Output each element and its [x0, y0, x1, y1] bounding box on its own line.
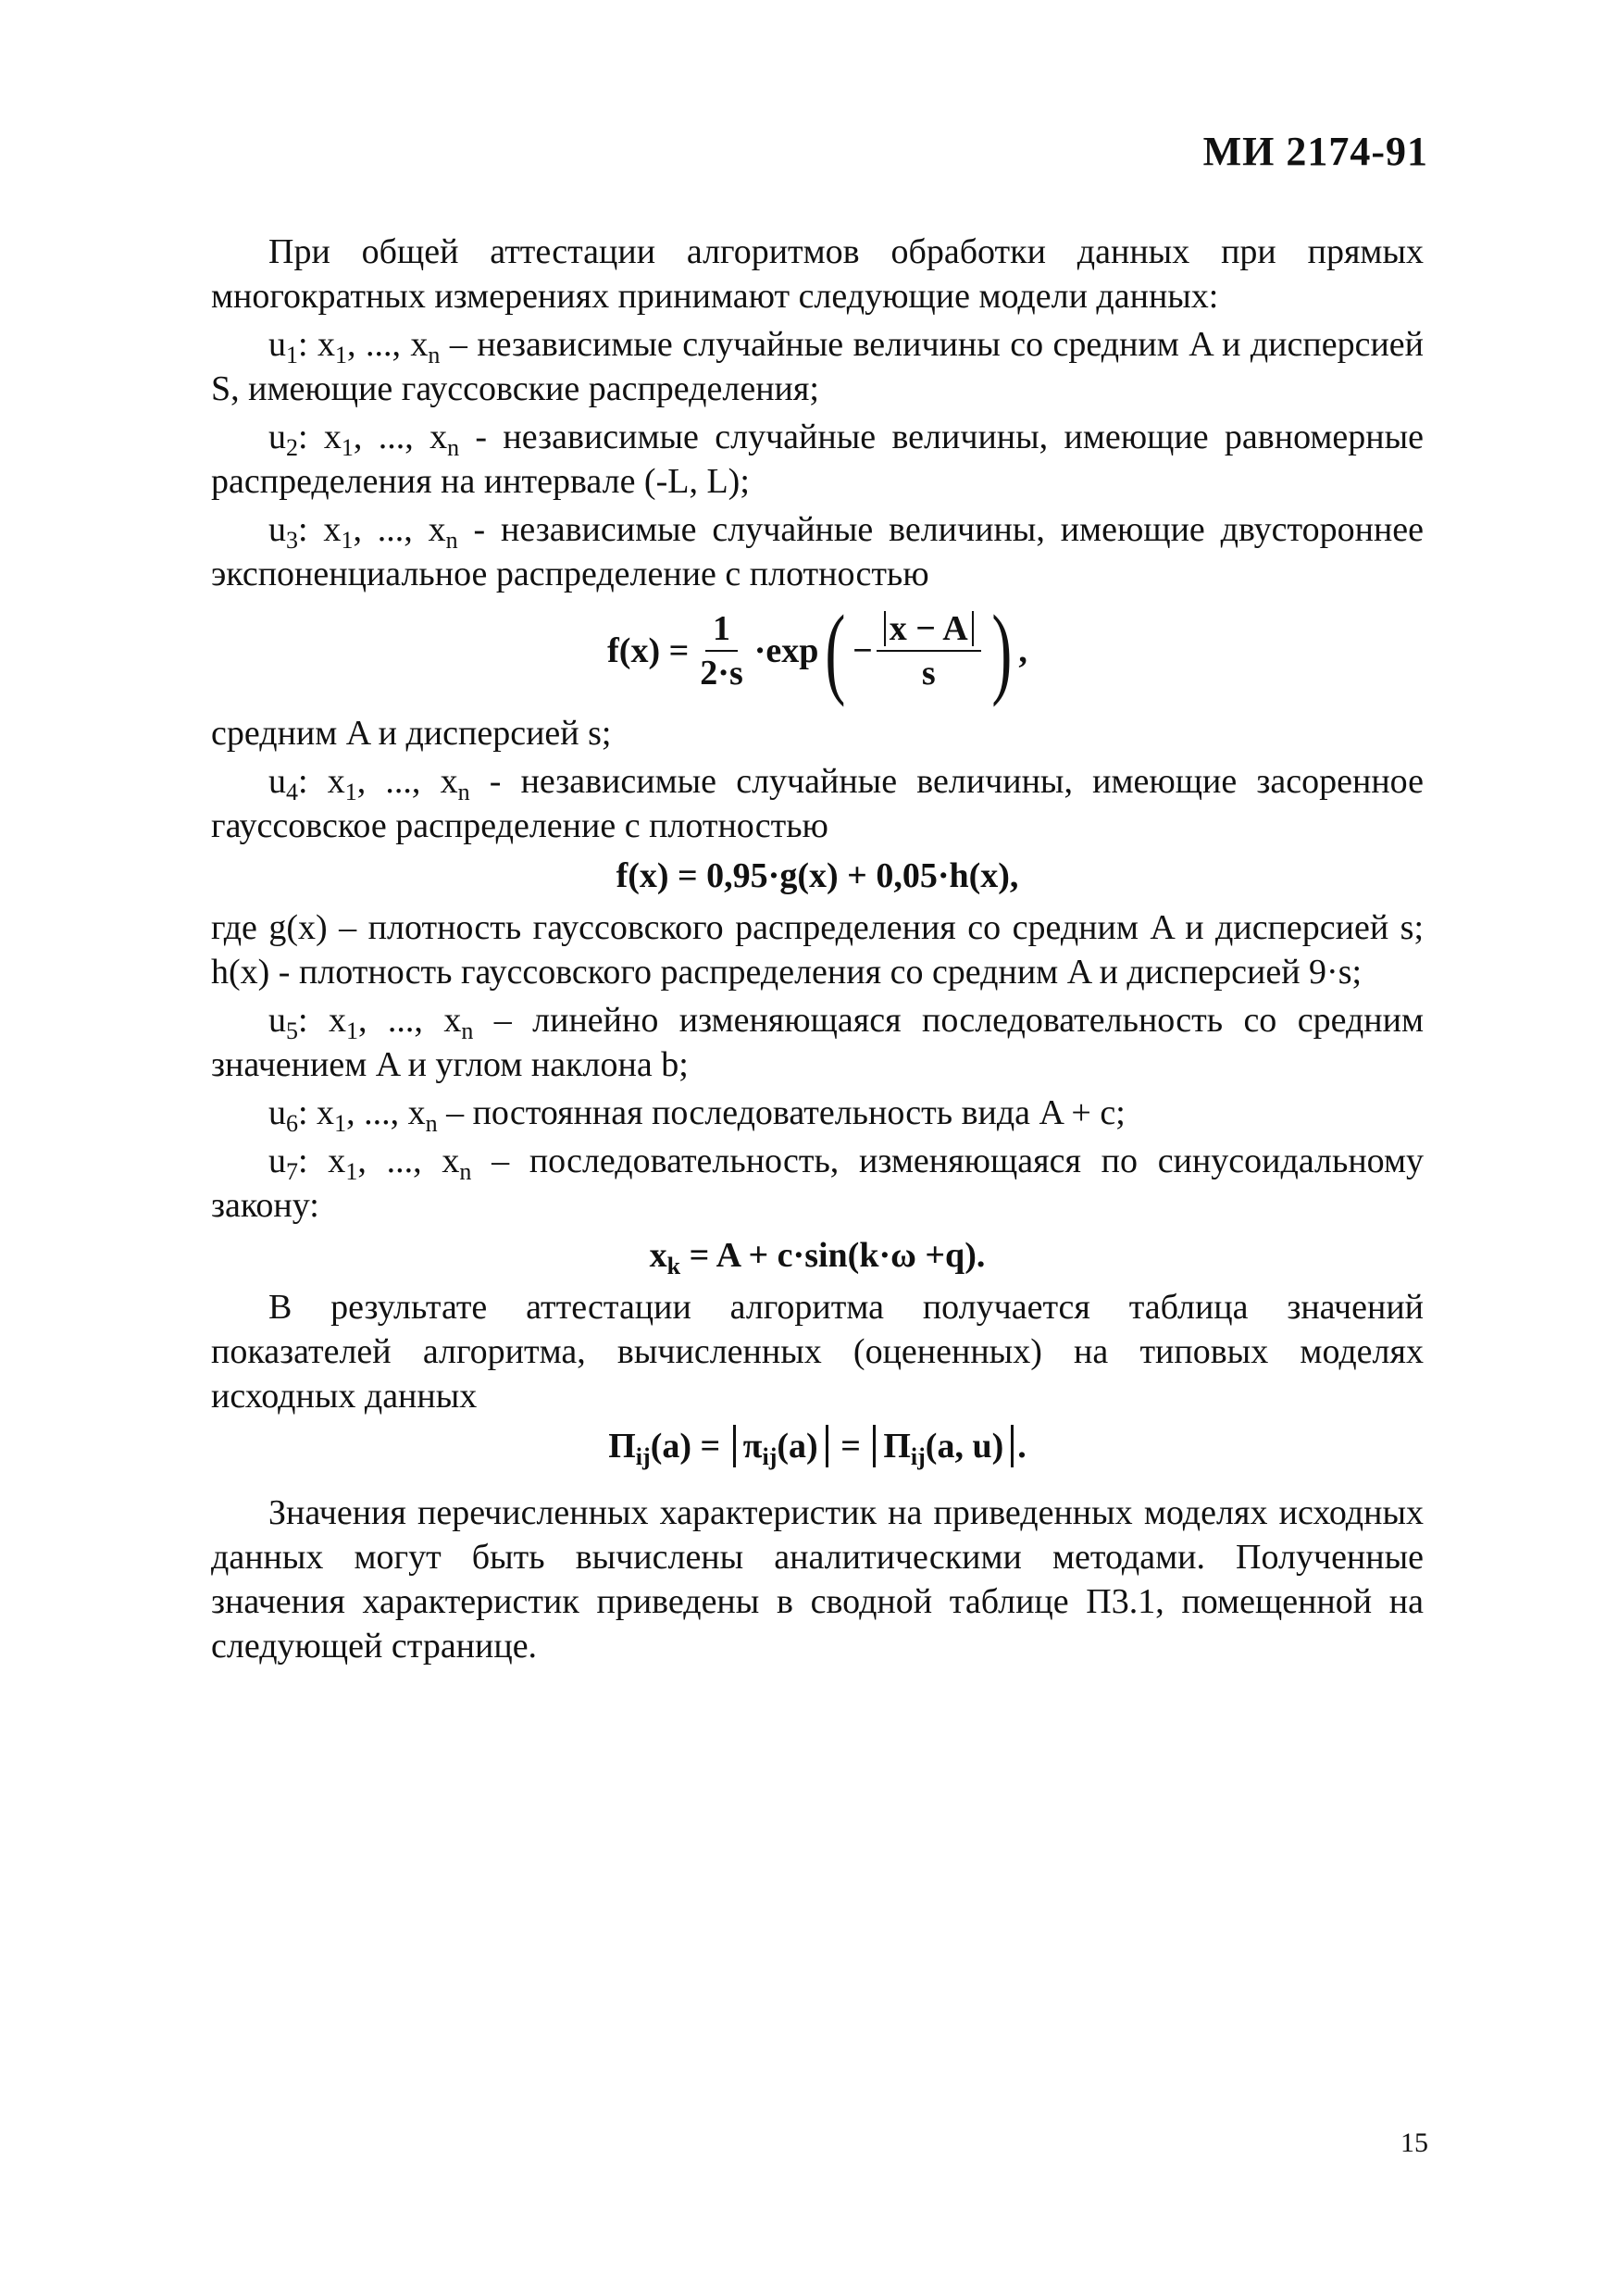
model-u4-where: где g(x) – плотность гауссовского распределения со средним A и дисперсией s; h(x) - плотность гауссовского распределения со средним A и дисперсией 9·s; [211, 908, 1424, 992]
result-paragraph: В результате аттестации алгоритма получается таблица значений показателей алгоритма, вычисленных (оцененных) на типовых моделях исходных данных [211, 1288, 1424, 1416]
sinusoidal-formula: $x_k = A + c\cdot\sin(k\cdot\omega +q)$. [649, 1236, 986, 1279]
density-formula: f(x) = $\frac{1}{2\cdot s}$ ·exp ( − $\frac{x - A}{s}$ ) , [607, 594, 1027, 707]
model-u6: $u_6$: $x_1$, ..., $x_n$ – постоянная последовательность вида A + c; [268, 1093, 1126, 1137]
model-u7: $u_7$: $x_1$, ..., $x_n$ – последовательность, изменяющаяся по синусоидальному закону: [211, 1142, 1424, 1225]
page-number: 15 [1400, 2128, 1428, 2158]
model-u2: $u_2$: $x_1$, ..., $x_n$ - независимые случайные величины, имеющие равномерные распределения на интервале (-L, L); [211, 418, 1425, 501]
model-u3-params: средним A и дисперсией s; [211, 714, 612, 753]
page-content [211, 230, 1424, 1672]
model-u3: $u_3$: $x_1$, ..., $x_n$ - независимые случайные величины, имеющие двустороннее экспоненциальное распределение с плотностью [211, 510, 1425, 593]
document-code: МИ 2174-91 [1202, 129, 1428, 174]
final-paragraph: Значения перечисленных характеристик на приведенных моделях исходных данных могут быть вычислены аналитическими методами. Полученные значения характеристик приведены в сводной таблице П3.1, помещенной на следующей странице. [211, 1493, 1424, 1666]
model-u4: $u_4$: $x_1$, ..., $x_n$ - независимые случайные величины, имеющие засоренное гауссовское распределение с плотностью [211, 762, 1424, 845]
intro-paragraph: При общей аттестации алгоритмов обработки данных при прямых многократных измерениях принимают следующие модели данных: [211, 232, 1424, 316]
model-u5: $u_5$: $x_1$, ..., $x_n$ – линейно изменяющаяся последовательность со средним значением A и углом наклона b; [211, 1001, 1425, 1084]
contaminated-density-formula: f(x) = 0,95·g(x) + 0,05·h(x), [616, 856, 1019, 895]
model-u1: $u_1$: $x_1$, ..., $x_n$ – независимые случайные величины со средним A и дисперсией S, имеющие гауссовские распределения; [211, 325, 1424, 408]
indicator-formula: $П_{ij}(a) = \pi_{ij}(a) = П_{ij}(a$, u) . [608, 1427, 1027, 1470]
